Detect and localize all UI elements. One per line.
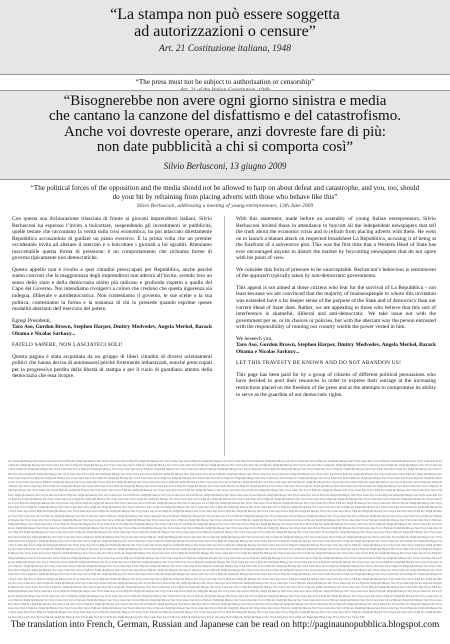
- english-paragraph-2: We consider this form of pressure to be unacceptable. Berlusconi’s behaviour is reminiscent of the approach typically taken by non-democratic governments.: [236, 266, 436, 280]
- italian-signers: Taro Aso, Gordon Brown, Stephen Harper, Dmitry Medvedev, Angela Merkel, Barack Obama e Nicolas Sarkozy...: [12, 324, 212, 337]
- berlusconi-quote-line-3: Anche voi dovreste operare, anzi dovreste fare di più:: [64, 123, 386, 140]
- english-paragraph-3: This appeal is not aimed at those citizens who fear for the survival of La Repubblica – not least because we are convinced that the majority of businesspeople to whom this invitation was extended have a far deeper sense of the purpose of the State and of democracy than our current Head of State does. Rather, we are appealing to those who believe that this sort of interference is shameful, illiberal and anti-democratic. We take issue not with the government per se, or its choices or policies, but with the aberrant way the person entrusted with the responsibility of running our country wields the power vested in him.: [236, 284, 436, 331]
- berlusconi-quote-line-4: non date pubblicità a chi si comporta così”: [96, 139, 354, 156]
- berlusconi-quote-line-1: “Bisognerebbe non avere ogni giorno sinistra e media: [63, 93, 387, 109]
- italian-paragraph-1: Con questa sua dichiarazione rilasciata di fronte ai giovani imprenditori italiani, Silvio Berlusconi ha espresso l’invito a boicottare, sospendendo gli investimenti in pubblicità, quelle testate che raccontano la verità sulla crisi economica; ha poi attaccato direttamente Repubblica accusandola di guidare un piano eversivo. È la prima volta che un premier occidentale invita ad alterare il mercato e a boicottare i giornali a lui sgraditi. Riteniamo inaccettabile questa forma di pressione: è un comportamento che richiama forme di governo tipicamente non democratiche.: [12, 216, 212, 262]
- english-column: [236, 216, 436, 403]
- italian-paragraph-3: Questa pagina è stata acquistata da un gruppo di liberi cittadini di diversi orientamenti politici che hanno deciso di autotassarsi perché fortemente imbarazzati, nonché preoccupati per la progressiva perdita della libertà di stampa e per il ruolo di guardiano attento della democrazia che essa ricopre.: [12, 353, 212, 380]
- italian-slogan: FATELO SAPERE, NON LASCIATECI SOLI!: [12, 342, 123, 349]
- berlusconi-translation: “The political forces of the opposition and the media should not be allowed to harp on about defeat and catastrophe, and you, too, should do your bit by refraining from placing adverts with those who behave like this”: [30, 184, 420, 201]
- english-signers: Taro Aso, Gordon Brown, Stephen Harper, Dmitry Medvedev, Angela Merkel, Barack Obama e Nicolas Sarkozy...: [236, 342, 436, 355]
- english-greeting: We beseech you,: [236, 335, 273, 342]
- italian-paragraph-2: Questo appello non è rivolto a quei cittadini preoccupati per Repubblica, anche perché siamo convinti che la maggioranza degli imprenditori non aderirà all’invito, avendo loro un senso dello stato e della democrazia molto più radicato e profondo rispetto a quello del Capo del Governo. Noi intendiamo rivolgerci a coloro che credono che questa ingerenza sia indegna, illiberale e antidemocratica. Non contestiamo il governo, le sue scelte o la sua politica; contestiamo la forma e la sostanza di chi lo presiede quando esprime queste modalità aberranti dell’esercizio del potere.: [12, 266, 212, 313]
- italian-greeting: Egregi Presidenti,: [12, 317, 51, 324]
- berlusconi-translation-source: Silvio Berlusconi, addressing a meeting of young entrepreneurs, 13th June 2009: [136, 203, 314, 209]
- italian-column: [12, 216, 212, 385]
- column-divider: [224, 216, 225, 456]
- english-paragraph-4: This page has been paid for by a group of citizens of different political persuasions who have decided to pool their resources in order to express their outrage at the increasing restrictions placed on the freedom of the press and at the attempts to compromise its ability to serve as the guardian of our democratic rights.: [236, 371, 436, 398]
- signatory-names-block: [8, 460, 442, 619]
- berlusconi-quote: [18, 94, 432, 156]
- english-paragraph-1: With this statement, made before an assembly of young Italian entrepreneurs, Silvio Berlusconi invited those in attendance to boycott all the independent newspapers that tell the truth about the economic crisis and to refrain from placing adverts with them. He went on to launch a blatant attack on respected broadsheet La Repubblica, accusing it of being at the forefront of a subversive plot. This was the first time that a Western Head of State has ever encouraged anyone to distort the market by boycotting newspapers that do not agree with his point of view.: [236, 216, 436, 262]
- constitution-quote-line-1: “La stampa non può essere soggetta: [110, 6, 340, 23]
- berlusconi-quote-source: Silvio Berlusconi, 13 giugno 2009: [163, 161, 287, 171]
- constitution-quote-line-2: ad autorizzazioni o censure”: [134, 23, 316, 40]
- footer-translation-note: The translation into French, German, Russian and Japanese can be read on http://paginaunopubblica.blogspot.com: [10, 620, 440, 630]
- constitution-translation: “The press must not be subject to authorisation or censorship”: [135, 78, 315, 86]
- constitution-quote: [40, 6, 410, 40]
- constitution-quote-source: Art. 21 Costituzione italiana, 1948: [159, 44, 291, 54]
- english-slogan: LET THIS TRAVESTY BE KNOWN AND DO NOT ABANDON US!: [236, 360, 402, 367]
- berlusconi-quote-line-2: che cantano la canzone del disfattismo e del catastrofismo.: [49, 108, 401, 125]
- signatory-names-texture: Abc Defgh Ijkl Mnopqr Stuv Wxyz Lmno Pqrs Tuvwx Efgh Abc Defgh Ijkl Mnopqr Stuv Wxyz Lmno Pqrs Tuvwx Efgh Abc Defgh Ijkl Mnopqr Stuv Wxyz Lmno Pqrs Tuvwx Efgh Abc Defgh Ijkl Mnopqr Stuv Wxyz Lmno Pqrs Tuvwx Efgh Abc Defgh Ijkl Mnopqr Stuv Wxyz Lmno Pqrs Tuvwx Efgh Abc Defgh Ijkl Mnopqr Stuv Wxyz Lmno Pqrs Tuvwx Efgh Abc Defgh Ijkl Mnopqr Stuv Wxyz Lmno Pqrs Tuvwx Efgh Abc Defgh Ijkl Mnopqr Stuv Wxyz Lmno Pqrs Tuvwx Efgh Abc Defgh Ijkl Mnopqr Stuv Wxyz Lmno Pqrs Tuvwx Efgh Abc Defgh Ijkl Mnopqr Stuv Wxyz Lmno Pqrs Tuvwx Efgh Abc Defgh Ijkl Mnopqr Stuv Wxyz Lmno Pqrs Tuvwx Efgh Abc Defgh Ijkl Mnopqr Stuv Wxyz Lmno Pqrs Tuvwx Efgh Abc Defgh Ijkl Mnopqr Stuv Wxyz Lmno Pqrs Tuvwx Efgh Abc Defgh Ijkl Mnopqr Stuv Wxyz Lmno Pqrs Tuvwx Efgh Abc Defgh Ijkl Mnopqr Stuv Wxyz Lmno Pqrs Tuvwx Efgh Abc Defgh Ijkl Mnopqr Stuv Wxyz Lmno Pqrs Tuvwx Efgh Abc Defgh Ijkl Mnopqr Stuv Wxyz Lmno Pqrs Tuvwx Efgh Abc Defgh Ijkl Mnopqr Stuv Wxyz Lmno Pqrs Tuvwx Efgh Abc Defgh Ijkl Mnopqr Stuv Wxyz Lmno Pqrs Tuvwx Efgh Abc Defgh Ijkl Mnopqr Stuv Wxyz Lmno Pqrs Tuvwx Efgh Abc Defgh Ijkl Mnopqr Stuv Wxyz Lmno Pqrs Tuvwx Efgh Abc Defgh Ijkl Mnopqr Stuv Wxyz Lmno Pqrs Tuvwx Efgh Abc Defgh Ijkl Mnopqr Stuv Wxyz Lmno Pqrs Tuvwx Efgh Abc Defgh Ijkl Mnopqr Stuv Wxyz Lmno Pqrs Tuvwx Efgh Abc Defgh Ijkl Mnopqr Stuv Wxyz Lmno Pqrs Tuvwx Efgh Abc Defgh Ijkl Mnopqr Stuv Wxyz Lmno Pqrs Tuvwx Efgh Abc Defgh Ijkl Mnopqr Stuv Wxyz Lmno Pqrs Tuvwx Efgh Abc Defgh Ijkl Mnopqr Stuv Wxyz Lmno Pqrs Tuvwx Efgh Abc Defgh Ijkl Mnopqr Stuv Wxyz Lmno Pqrs Tuvwx Efgh Abc Defgh Ijkl Mnopqr Stuv Wxyz Lmno Pqrs Tuvwx Efgh Abc Defgh Ijkl Mnopqr Stuv Wxyz Lmno Pqrs Tuvwx Efgh Abc Defgh Ijkl Mnopqr Stuv Wxyz Lmno Pqrs Tuvwx Efgh Abc Defgh Ijkl Mnopqr Stuv Wxyz Lmno Pqrs Tuvwx Efgh Abc Defgh Ijkl Mnopqr Stuv Wxyz Lmno Pqrs Tuvwx Efgh Abc Defgh Ijkl Mnopqr Stuv Wxyz Lmno Pqrs Tuvwx Efgh Abc Defgh Ijkl Mnopqr Stuv Wxyz Lmno Pqrs Tuvwx Efgh Abc Defgh Ijkl Mnopqr Stuv Wxyz Lmno Pqrs Tuvwx Efgh Abc Defgh Ijkl Mnopqr Stuv Wxyz Lmno Pqrs Tuvwx Efgh Abc Defgh Ijkl Mnopqr Stuv Wxyz Lmno Pqrs Tuvwx Efgh Abc Defgh Ijkl Mnopqr Stuv Wxyz Lmno Pqrs Tuvwx Efgh Abc Defgh Ijkl Mnopqr Stuv Wxyz Lmno Pqrs Tuvwx Efgh Abc Defgh Ijkl Mnopqr Stuv Wxyz Lmno Pqrs Tuvwx Efgh Abc Defgh Ijkl Mnopqr Stuv Wxyz Lmno Pqrs Tuvwx Efgh Abc Defgh Ijkl Mnopqr Stuv Wxyz Lmno Pqrs Tuvwx Efgh Abc Defgh Ijkl Mnopqr Stuv Wxyz Lmno Pqrs Tuvwx Efgh Abc Defgh Ijkl Mnopqr Stuv Wxyz Lmno Pqrs Tuvwx Efgh Abc Defgh Ijkl Mnopqr Stuv Wxyz Lmno Pqrs Tuvwx Efgh Abc Defgh Ijkl Mnopqr Stuv Wxyz Lmno Pqrs Tuvwx Efgh Abc Defgh Ijkl Mnopqr Stuv Wxyz Lmno Pqrs Tuvwx Efgh Abc Defgh Ijkl Mnopqr Stuv Wxyz Lmno Pqrs Tuvwx Efgh Abc Defgh Ijkl Mnopqr Stuv Wxyz Lmno Pqrs Tuvwx Efgh Abc Defgh Ijkl Mnopqr Stuv Wxyz Lmno Pqrs Tuvwx Efgh Abc Defgh Ijkl Mnopqr Stuv Wxyz Lmno Pqrs Tuvwx Efgh Abc Defgh Ijkl Mnopqr Stuv Wxyz Lmno Pqrs Tuvwx Efgh Abc Defgh Ijkl Mnopqr Stuv Wxyz Lmno Pqrs Tuvwx Efgh Abc Defgh Ijkl Mnopqr Stuv Wxyz Lmno Pqrs Tuvwx Efgh Abc Defgh Ijkl Mnopqr Stuv Wxyz Lmno Pqrs Tuvwx Efgh Abc Defgh Ijkl Mnopqr Stuv Wxyz Lmno Pqrs Tuvwx Efgh Abc Defgh Ijkl Mnopqr Stuv Wxyz Lmno Pqrs Tuvwx Efgh Abc Defgh Ijkl Mnopqr Stuv Wxyz Lmno Pqrs Tuvwx Efgh Abc Defgh Ijkl Mnopqr Stuv Wxyz Lmno Pqrs Tuvwx Efgh Abc Defgh Ijkl Mnopqr Stuv Wxyz Lmno Pqrs Tuvwx Efgh Abc Defgh Ijkl Mnopqr Stuv Wxyz Lmno Pqrs Tuvwx Efgh Abc Defgh Ijkl Mnopqr Stuv Wxyz Lmno Pqrs Tuvwx Efgh Abc Defgh Ijkl Mnopqr Stuv Wxyz Lmno Pqrs Tuvwx Efgh Abc Defgh Ijkl Mnopqr Stuv Wxyz Lmno Pqrs Tuvwx Efgh Abc Defgh Ijkl Mnopqr Stuv Wxyz Lmno Pqrs Tuvwx Efgh Abc Defgh Ijkl Mnopqr Stuv Wxyz Lmno Pqrs Tuvwx Efgh Abc Defgh Ijkl Mnopqr Stuv Wxyz Lmno Pqrs Tuvwx Efgh Abc Defgh Ijkl Mnopqr Stuv Wxyz Lmno Pqrs Tuvwx Efgh Abc Defgh Ijkl Mnopqr Stuv Wxyz Lmno Pqrs Tuvwx Efgh Abc Defgh Ijkl Mnopqr Stuv Wxyz Lmno Pqrs Tuvwx Efgh Abc Defgh Ijkl Mnopqr Stuv Wxyz Lmno Pqrs Tuvwx Efgh Abc Defgh Ijkl Mnopqr Stuv Wxyz Lmno Pqrs Tuvwx Efgh Abc Defgh Ijkl Mnopqr Stuv Wxyz Lmno Pqrs Tuvwx Efgh Abc Defgh Ijkl Mnopqr Stuv Wxyz Lmno Pqrs Tuvwx Efgh Abc Defgh Ijkl Mnopqr Stuv Wxyz Lmno Pqrs Tuvwx Efgh Abc Defgh Ijkl Mnopqr Stuv Wxyz Lmno Pqrs Tuvwx Efgh Abc Defgh Ijkl Mnopqr Stuv Wxyz Lmno Pqrs Tuvwx Efgh Abc Defgh Ijkl Mnopqr Stuv Wxyz Lmno Pqrs Tuvwx Efgh Abc Defgh Ijkl Mnopqr Stuv Wxyz Lmno Pqrs Tuvwx Efgh Abc Defgh Ijkl Mnopqr Stuv Wxyz Lmno Pqrs Tuvwx Efgh Abc Defgh Ijkl Mnopqr Stuv Wxyz Lmno Pqrs Tuvwx Efgh Abc Defgh Ijkl Mnopqr Stuv Wxyz Lmno Pqrs Tuvwx Efgh Abc Defgh Ijkl Mnopqr Stuv Wxyz Lmno Pqrs Tuvwx Efgh Abc Defgh Ijkl Mnopqr Stuv Wxyz Lmno Pqrs Tuvwx Efgh Abc Defgh Ijkl Mnopqr Stuv Wxyz Lmno Pqrs Tuvwx Efgh Abc Defgh Ijkl Mnopqr Stuv Wxyz Lmno Pqrs Tuvwx Efgh Abc Defgh Ijkl Mnopqr Stuv Wxyz Lmno Pqrs Tuvwx Efgh Abc Defgh Ijkl Mnopqr Stuv Wxyz Lmno Pqrs Tuvwx Efgh Abc Defgh Ijkl Mnopqr Stuv Wxyz Lmno Pqrs Tuvwx Efgh Abc Defgh Ijkl Mnopqr Stuv Wxyz Lmno Pqrs Tuvwx Efgh Abc Defgh Ijkl Mnopqr Stuv Wxyz Lmno Pqrs Tuvwx Efgh Abc Defgh Ijkl Mnopqr Stuv Wxyz Lmno Pqrs Tuvwx Efgh Abc Defgh Ijkl Mnopqr Stuv Wxyz Lmno Pqrs Tuvwx Efgh Abc Defgh Ijkl Mnopqr Stuv Wxyz Lmno Pqrs Tuvwx Efgh Abc Defgh Ijkl Mnopqr Stuv Wxyz Lmno Pqrs Tuvwx Efgh Abc Defgh Ijkl Mnopqr Stuv Wxyz Lmno Pqrs Tuvwx Efgh Abc Defgh Ijkl Mnopqr Stuv Wxyz Lmno Pqrs Tuvwx Efgh Abc Defgh Ijkl Mnopqr Stuv Wxyz Lmno Pqrs Tuvwx Efgh Abc Defgh Ijkl Mnopqr Stuv Wxyz Lmno Pqrs Tuvwx Efgh Abc Defgh Ijkl Mnopqr Stuv Wxyz Lmno Pqrs Tuvwx Efgh Abc Defgh Ijkl Mnopqr Stuv Wxyz Lmno Pqrs Tuvwx Efgh Abc Defgh Ijkl Mnopqr Stuv Wxyz Lmno Pqrs Tuvwx Efgh Abc Defgh Ijkl Mnopqr Stuv Wxyz Lmno Pqrs Tuvwx Efgh Abc Defgh Ijkl Mnopqr Stuv Wxyz Lmno Pqrs Tuvwx Efgh Abc Defgh Ijkl Mnopqr Stuv Wxyz Lmno Pqrs Tuvwx Efgh Abc Defgh Ijkl Mnopqr Stuv Wxyz Lmno Pqrs Tuvwx Efgh Abc Defgh Ijkl Mnopqr Stuv Wxyz Lmno Pqrs Tuvwx Efgh Abc Defgh Ijkl Mnopqr Stuv Wxyz Lmno Pqrs Tuvwx Efgh Abc Defgh Ijkl Mnopqr Stuv Wxyz Lmno Pqrs Tuvwx Efgh Abc Defgh Ijkl Mnopqr Stuv Wxyz Lmno Pqrs Tuvwx Efgh Abc Defgh Ijkl Mnopqr Stuv Wxyz Lmno Pqrs Tuvwx Efgh Abc Defgh Ijkl Mnopqr Stuv Wxyz Lmno Pqrs Tuvwx Efgh Abc Defgh Ijkl Mnopqr Stuv Wxyz Lmno Pqrs Tuvwx Efgh Abc Defgh Ijkl Mnopqr Stuv Wxyz Lmno Pqrs Tuvwx Efgh Abc Defgh Ijkl Mnopqr Stuv Wxyz Lmno Pqrs Tuvwx Efgh Abc Defgh Ijkl Mnopqr Stuv Wxyz Lmno Pqrs Tuvwx Efgh Abc Defgh Ijkl Mnopqr Stuv Wxyz Lmno Pqrs Tuvwx Efgh Abc Defgh Ijkl Mnopqr Stuv Wxyz Lmno Pqrs Tuvwx Efgh Abc Defgh Ijkl Mnopqr Stuv Wxyz Lmno Pqrs Tuvwx Efgh Abc Defgh Ijkl Mnopqr Stuv Wxyz Lmno Pqrs Tuvwx Efgh Abc Defgh Ijkl Mnopqr Stuv Wxyz Lmno Pqrs Tuvwx Efgh Abc Defgh Ijkl Mnopqr Stuv Wxyz Lmno Pqrs Tuvwx Efgh Abc Defgh Ijkl Mnopqr Stuv Wxyz Lmno Pqrs Tuvwx Efgh Abc Defgh Ijkl Mnopqr Stuv Wxyz Lmno Pqrs Tuvwx Efgh Abc Defgh Ijkl Mnopqr Stuv Wxyz Lmno Pqrs Tuvwx Efgh Abc Defgh Ijkl Mnopqr Stuv Wxyz Lmno Pqrs Tuvwx Efgh Abc Defgh Ijkl Mnopqr Stuv Wxyz Lmno Pqrs Tuvwx Efgh Abc Defgh Ijkl Mnopqr Stuv Wxyz Lmno Pqrs Tuvwx Efgh Abc Defgh Ijkl Mnopqr Stuv Wxyz Lmno Pqrs Tuvwx Efgh Abc Defgh Ijkl Mnopqr Stuv Wxyz Lmno Pqrs Tuvwx Efgh Abc Defgh Ijkl Mnopqr Stuv Wxyz Lmno Pqrs Tuvwx Efgh Abc Defgh Ijkl Mnopqr Stuv Wxyz Lmno Pqrs Tuvwx Efgh Abc Defgh Ijkl Mnopqr Stuv Wxyz Lmno Pqrs Tuvwx Efgh Abc Defgh Ijkl Mnopqr Stuv Wxyz Lmno Pqrs Tuvwx Efgh Abc Defgh Ijkl Mnopqr Stuv Wxyz Lmno Pqrs Tuvwx Efgh Abc Defgh Ijkl Mnopqr Stuv Wxyz Lmno Pqrs Tuvwx Efgh Abc Defgh Ijkl Mnopqr Stuv Wxyz Lmno Pqrs Tuvwx Efgh Abc Defgh Ijkl Mnopqr Stuv Wxyz Lmno Pqrs Tuvwx Efgh Abc Defgh Ijkl Mnopqr Stuv Wxyz Lmno Pqrs Tuvwx Efgh Abc Defgh Ijkl Mnopqr Stuv Wxyz Lmno Pqrs Tuvwx Efgh Abc Defgh Ijkl Mnopqr Stuv Wxyz Lmno Pqrs Tuvwx Efgh Abc Defgh Ijkl Mnopqr Stuv Wxyz Lmno Pqrs Tuvwx Efgh Abc Defgh Ijkl Mnopqr Stuv Wxyz Lmno Pqrs Tuvwx Efgh Abc Defgh Ijkl Mnopqr Stuv Wxyz Lmno Pqrs Tuvwx Efgh Abc Defgh Ijkl Mnopqr Stuv Wxyz Lmno Pqrs Tuvwx Efgh Abc Defgh Ijkl Mnopqr Stuv Wxyz Lmno Pqrs Tuvwx Efgh Abc Defgh Ijkl Mnopqr Stuv Wxyz Lmno Pqrs Tuvwx Efgh Abc Defgh Ijkl Mnopqr Stuv Wxyz Lmno Pqrs Tuvwx Efgh Abc Defgh Ijkl Mnopqr Stuv Wxyz Lmno Pqrs Tuvwx Efgh Abc Defgh Ijkl Mnopqr Stuv Wxyz Lmno Pqrs Tuvwx Efgh Abc Defgh Ijkl Mnopqr Stuv Wxyz Lmno Pqrs Tuvwx Efgh Abc Defgh Ijkl Mnopqr Stuv Wxyz Lmno Pqrs Tuvwx Efgh Abc Defgh Ijkl Mnopqr Stuv Wxyz Lmno Pqrs Tuvwx Efgh Abc Defgh Ijkl Mnopqr Stuv Wxyz Lmno Pqrs Tuvwx Efgh Abc Defgh Ijkl Mnopqr Stuv Wxyz Lmno Pqrs Tuvwx Efgh Abc Defgh Ijkl Mnopqr Stuv Wxyz Lmno Pqrs Tuvwx Efgh Abc Defgh Ijkl Mnopqr Stuv Wxyz Lmno Pqrs Tuvwx Efgh Abc Defgh Ijkl Mnopqr Stuv Wxyz Lmno Pqrs Tuvwx Efgh Abc Defgh Ijkl Mnopqr Stuv Wxyz Lmno Pqrs Tuvwx Efgh Abc Defgh Ijkl Mnopqr Stuv Wxyz Lmno Pqrs Tuvwx Efgh Abc Defgh Ijkl Mnopqr Stuv Wxyz Lmno Pqrs Tuvwx Efgh Abc Defgh Ijkl Mnopqr Stuv Wxyz Lmno Pqrs Tuvwx Efgh Abc Defgh Ijkl Mnopqr Stuv Wxyz Lmno Pqrs Tuvwx Efgh Abc Defgh Ijkl Mnopqr Stuv Wxyz Lmno Pqrs Tuvwx Efgh Abc Defgh Ijkl Mnopqr Stuv Wxyz Lmno Pqrs Tuvwx Efgh Abc Defgh Ijkl Mnopqr Stuv Wxyz Lmno Pqrs Tuvwx Efgh Abc Defgh Ijkl Mnopqr Stuv Wxyz Lmno Pqrs Tuvwx Efgh Abc Defgh Ijkl Mnopqr Stuv Wxyz Lmno Pqrs Tuvwx Efgh Abc Defgh Ijkl Mnopqr Stuv Wxyz Lmno Pqrs Tuvwx Efgh Abc Defgh Ijkl Mnopqr Stuv Wxyz Lmno Pqrs Tuvwx Efgh Abc Defgh Ijkl Mnopqr Stuv Wxyz Lmno Pqrs Tuvwx Efgh Abc Defgh Ijkl Mnopqr Stuv Wxyz Lmno Pqrs Tuvwx Efgh Abc Defgh Ijkl Mnopqr Stuv Wxyz Lmno Pqrs Tuvwx Efgh Abc Defgh Ijkl Mnopqr Stuv Wxyz Lmno Pqrs Tuvwx Efgh Abc Defgh Ijkl Mnopqr Stuv Wxyz Lmno Pqrs Tuvwx Efgh Abc Defgh Ijkl Mnopqr Stuv Wxyz Lmno Pqrs Tuvwx Efgh Abc Defgh Ijkl Mnopqr Stuv Wxyz Lmno Pqrs Tuvwx Efgh Abc Defgh Ijkl Mnopqr Stuv Wxyz Lmno Pqrs Tuvwx Efgh Abc Defgh Ijkl Mnopqr Stuv Wxyz Lmno Pqrs Tuvwx Efgh Abc Defgh Ijkl Mnopqr Stuv Wxyz Lmno Pqrs Tuvwx Efgh Abc Defgh Ijkl Mnopqr Stuv Wxyz Lmno Pqrs Tuvwx Efgh Abc Defgh Ijkl Mnopqr Stuv Wxyz Lmno Pqrs Tuvwx Efgh Abc Defgh Ijkl Mnopqr Stuv Wxyz Lmno Pqrs Tuvwx Efgh Abc Defgh Ijkl Mnopqr Stuv Wxyz Lmno Pqrs Tuvwx Efgh Abc Defgh Ijkl Mnopqr Stuv Wxyz Lmno Pqrs Tuvwx Efgh Abc Defgh Ijkl Mnopqr Stuv Wxyz Lmno Pqrs Tuvwx Efgh Abc Defgh Ijkl Mnopqr Stuv Wxyz Lmno Pqrs Tuvwx Efgh Abc Defgh Ijkl Mnopqr Stuv Wxyz Lmno Pqrs Tuvwx Efgh Abc Defgh Ijkl Mnopqr Stuv Wxyz Lmno Pqrs Tuvwx Efgh Abc Defgh Ijkl Mnopqr Stuv Wxyz Lmno Pqrs Tuvwx Efgh Abc Defgh Ijkl Mnopqr Stuv Wxyz Lmno Pqrs Tuvwx Efgh Abc Defgh Ijkl Mnopqr Stuv Wxyz Lmno Pqrs Tuvwx Efgh Abc Defgh Ijkl Mnopqr Stuv Wxyz Lmno Pqrs Tuvwx Efgh Abc Defgh Ijkl Mnopqr Stuv Wxyz Lmno Pqrs Tuvwx Efgh Abc Defgh Ijkl Mnopqr Stuv Wxyz Lmno Pqrs Tuvwx Efgh Abc Defgh Ijkl Mnopqr Stuv Wxyz Lmno Pqrs Tuvwx Efgh Abc Defgh Ijkl Mnopqr Stuv Wxyz Lmno Pqrs Tuvwx Efgh Abc Defgh Ijkl Mnopqr Stuv Wxyz Lmno Pqrs Tuvwx Efgh Abc Defgh Ijkl Mnopqr Stuv Wxyz Lmno Pqrs Tuvwx Efgh Abc Defgh Ijkl Mnopqr Stuv Wxyz Lmno Pqrs Tuvwx Efgh Abc Defgh Ijkl Mnopqr Stuv Wxyz Lmno Pqrs Tuvwx Efgh Abc Defgh Ijkl Mnopqr Stuv Wxyz Lmno Pqrs Tuvwx Efgh Abc Defgh Ijkl Mnopqr Stuv Wxyz Lmno Pqrs Tuvwx Efgh Abc Defgh Ijkl Mnopqr Stuv Wxyz Lmno Pqrs Tuvwx Efgh Abc Defgh Ijkl Mnopqr Stuv Wxyz Lmno Pqrs Tuvwx Efgh Abc Defgh Ijkl Mnopqr Stuv Wxyz Lmno Pqrs Tuvwx Efgh Abc Defgh Ijkl Mnopqr Stuv Wxyz Lmno Pqrs Tuvwx Efgh Abc Defgh Ijkl Mnopqr Stuv Wxyz Lmno Pqrs Tuvwx Efgh Abc Defgh Ijkl Mnopqr Stuv Wxyz Lmno Pqrs Tuvwx Efgh Abc Defgh Ijkl Mnopqr Stuv Wxyz Lmno Pqrs Tuvwx Efgh Abc Defgh Ijkl Mnopqr Stuv Wxyz Lmno Pqrs Tuvwx Efgh Abc Defgh Ijkl Mnopqr Stuv Wxyz Lmno Pqrs Tuvwx Efgh Abc Defgh Ijkl Mnopqr Stuv Wxyz Lmno Pqrs Tuvwx Efgh Abc Defgh Ijkl Mnopqr Stuv Wxyz Lmno Pqrs Tuvwx Efgh Abc Defgh Ijkl Mnopqr Stuv Wxyz Lmno Pqrs Tuvwx Efgh Abc Defgh Ijkl Mnopqr Stuv Wxyz Lmno Pqrs Tuvwx Efgh Abc Defgh Ijkl Mnopqr Stuv Wxyz Lmno Pqrs Tuvwx Efgh Abc Defgh Ijkl Mnopqr Stuv Wxyz Lmno Pqrs Tuvwx Efgh Abc Defgh Ijkl Mnopqr Stuv Wxyz Lmno Pqrs Tuvwx Efgh Abc Defgh Ijkl Mnopqr Stuv Wxyz Lmno Pqrs Tuvwx Efgh Abc Defgh Ijkl Mnopqr Stuv Wxyz Lmno Pqrs Tuvwx Efgh Abc Defgh Ijkl Mnopqr Stuv Wxyz Lmno Pqrs Tuvwx Efgh Abc Defgh Ijkl Mnopqr Stuv Wxyz Lmno Pqrs Tuvwx Efgh Abc Defgh Ijkl Mnopqr Stuv Wxyz Lmno Pqrs Tuvwx Efgh Abc Defgh Ijkl Mnopqr Stuv Wxyz Lmno Pqrs Tuvwx Efgh Abc Defgh Ijkl Mnopqr Stuv Wxyz Lmno Pqrs Tuvwx Efgh Abc Defgh Ijkl Mnopqr Stuv Wxyz Lmno Pqrs Tuvwx Efgh Abc Defgh Ijkl Mnopqr Stuv Wxyz Lmno Pqrs Tuvwx Efgh Abc Defgh Ijkl Mnopqr Stuv Wxyz Lmno Pqrs Tuvwx Efgh Abc Defgh Ijkl Mnopqr Stuv Wxyz Lmno Pqrs Tuvwx Efgh Abc Defgh Ijkl Mnopqr Stuv Wxyz Lmno Pqrs Tuvwx Efgh Abc Defgh Ijkl Mnopqr Stuv Wxyz Lmno Pqrs Tuvwx Efgh Abc Defgh Ijkl Mnopqr Stuv Wxyz Lmno Pqrs Tuvwx Efgh Abc Defgh Ijkl Mnopqr Stuv Wxyz Lmno Pqrs Tuvwx Efgh Abc Defgh Ijkl Mnopqr Stuv Wxyz Lmno Pqrs Tuvwx Efgh Abc Defgh Ijkl Mnopqr Stuv Wxyz Lmno Pqrs Tuvwx Efgh Abc Defgh Ijkl Mnopqr Stuv Wxyz Lmno Pqrs Tuvwx Efgh Abc Defgh Ijkl Mnopqr Stuv Wxyz Lmno Pqrs Tuvwx Efgh Abc Defgh Ijkl Mnopqr Stuv Wxyz Lmno Pqrs Tuvwx Efgh Abc Defgh Ijkl Mnopqr Stuv Wxyz Lmno Pqrs Tuvwx Efgh Abc Defgh Ijkl Mnopqr Stuv Wxyz Lmno Pqrs Tuvwx Efgh Abc Defgh Ijkl Mnopqr Stuv Wxyz Lmno Pqrs Tuvwx Efgh Abc Defgh Ijkl Mnopqr Stuv Wxyz Lmno Pqrs Tuvwx Efgh Abc Defgh Ijkl Mnopqr Stuv Wxyz Lmno Pqrs Tuvwx Efgh Abc Defgh Ijkl Mnopqr Stuv Wxyz Lmno Pqrs Tuvwx Efgh Abc Defgh Ijkl Mnopqr Stuv Wxyz Lmno Pqrs Tuvwx Efgh Abc Defgh Ijkl Mnopqr Stuv Wxyz Lmno Pqrs Tuvwx Efgh Abc Defgh Ijkl Mnopqr Stuv Wxyz Lmno Pqrs Tuvwx Efgh Abc Defgh Ijkl Mnopqr Stuv Wxyz Lmno Pqrs Tuvwx Efgh Abc Defgh Ijkl Mnopqr Stuv Wxyz Lmno Pqrs Tuvwx Efgh Abc Defgh Ijkl Mnopqr Stuv Wxyz Lmno Pqrs Tuvwx Efgh Abc Defgh Ijkl Mnopqr Stuv Wxyz Lmno Pqrs Tuvwx Efgh Abc Defgh Ijkl Mnopqr Stuv Wxyz Lmno Pqrs Tuvwx Efgh Abc Defgh Ijkl Mnopqr Stuv Wxyz Lmno Pqrs Tuvwx Efgh Abc Defgh Ijkl Mnopqr Stuv Wxyz Lmno Pqrs Tuvwx Efgh Abc Defgh Ijkl Mnopqr Stuv Wxyz Lmno Pqrs Tuvwx Efgh Abc Defgh Ijkl Mnopqr Stuv Wxyz Lmno Pqrs Tuvwx Efgh Abc Defgh Ijkl Mnopqr Stuv Wxyz Lmno Pqrs Tuvwx Efgh: [8, 460, 442, 619]
